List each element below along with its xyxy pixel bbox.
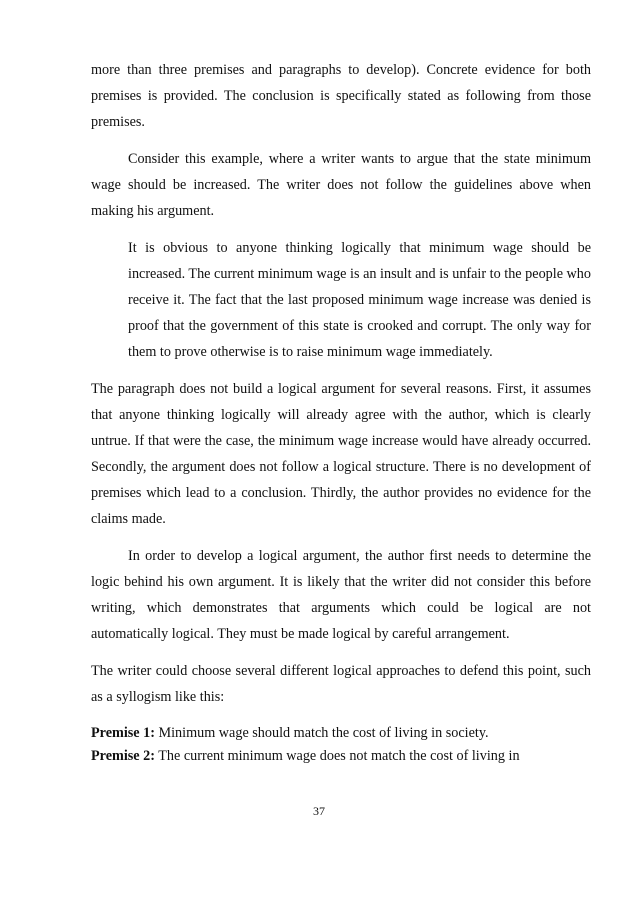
premise-item (91, 722, 591, 745)
paragraph-example-intro: Consider this example, where a writer wants to argue that the state minimum wage should be increased. The writer does not follow the guidelines above when making his argument. (91, 151, 591, 219)
premise-list (91, 722, 591, 768)
premise-text: The current minimum wage does not match the cost of living in (158, 748, 520, 764)
premise-text: Minimum wage should match the cost of living in society. (158, 725, 489, 741)
premise-label: Premise 2: (91, 748, 155, 764)
block-quote: It is obvious to anyone thinking logically that minimum wage should be increased. The current minimum wage is an insult and is unfair to the people who receive it. The fact that the last proposed minimum wage increase was denied is proof that the government of this state is crooked and corrupt. The only way for them to prove otherwise is to raise minimum wage immediately. (128, 240, 591, 360)
paragraph-syllogism-intro: The writer could choose several different logical approaches to defend this point, such as a syllogism like this: (91, 663, 591, 705)
premise-label: Premise 1: (91, 725, 155, 741)
page-number: 37 (313, 804, 325, 818)
document-page (91, 57, 591, 768)
paragraph-logic: In order to develop a logical argument, the author first needs to determine the logic behind his own argument. It is likely that the writer did not consider this before writing, which demonstrates that arguments which could be logical are not automatically logical. They must be made logical by careful arrangement. (91, 548, 591, 642)
paragraph-analysis: The paragraph does not build a logical argument for several reasons. First, it assumes that anyone thinking logically will already agree with the author, which is clearly untrue. If that were the case, the minimum wage increase would have already occurred. Secondly, the argument does not follow a logical structure. There is no development of premises which lead to a conclusion. Thirdly, the author provides no evidence for the claims made. (91, 381, 591, 527)
paragraph-continuation: more than three premises and paragraphs to develop). Concrete evidence for both premises is provided. The conclusion is specifically stated as following from those premises. (91, 62, 591, 130)
premise-item (91, 745, 591, 768)
